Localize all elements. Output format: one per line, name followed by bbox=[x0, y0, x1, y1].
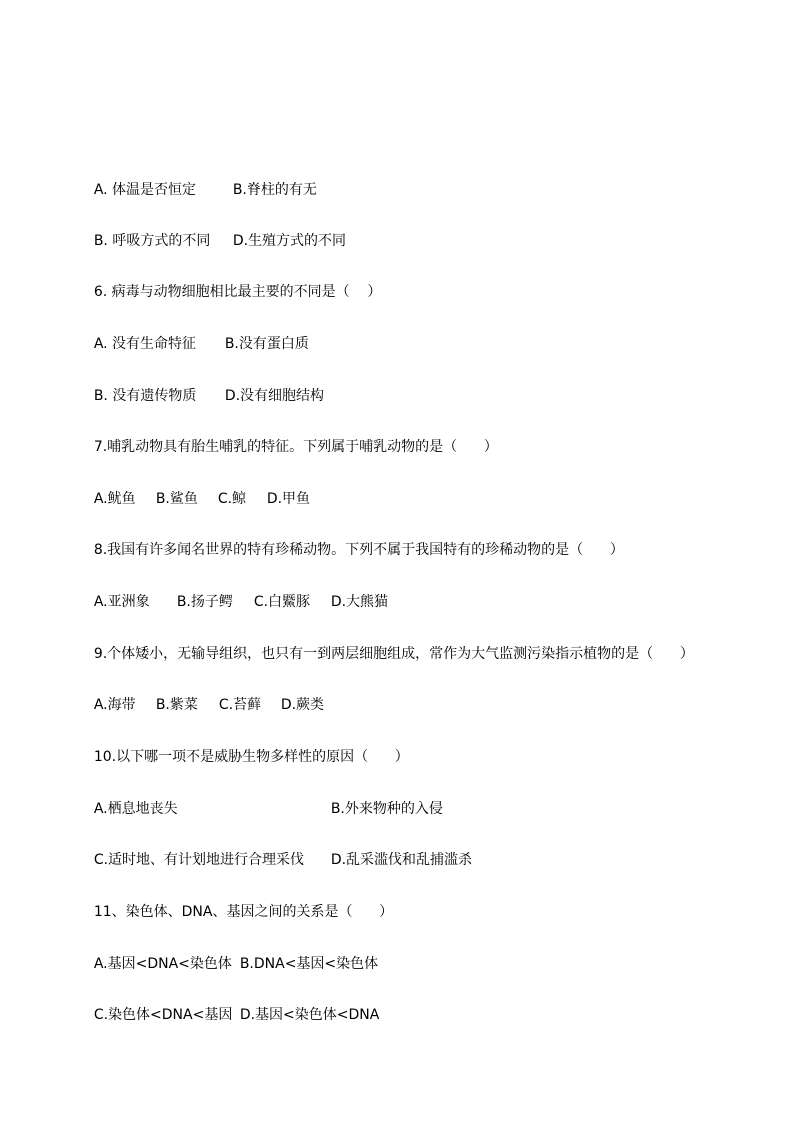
option-d: D.蕨类 bbox=[280, 697, 325, 713]
option-a: A. 体温是否恒定 bbox=[93, 182, 197, 198]
option-d: D.甲鱼 bbox=[266, 491, 311, 507]
option-d: D.没有细胞结构 bbox=[224, 388, 325, 404]
option-a: A.鱿鱼 bbox=[93, 491, 136, 507]
option-a: A.基因<DNA<染色体 bbox=[93, 956, 232, 972]
option-d: D.乱采滥伐和乱捕滥杀 bbox=[330, 852, 473, 868]
option-b: B.没有蛋白质 bbox=[224, 336, 309, 352]
option-b: B.外来物种的入侵 bbox=[330, 801, 443, 817]
option-c: C.白鱀豚 bbox=[253, 594, 311, 610]
question-11 bbox=[76, 882, 393, 942]
option-b: B.扬子鳄 bbox=[176, 594, 233, 610]
option-a: A.海带 bbox=[93, 697, 136, 713]
option-b: B.鲨鱼 bbox=[155, 491, 198, 507]
question-text: 7.哺乳动物具有胎生哺乳的特征。下列属于哺乳动物的是（ ） bbox=[93, 439, 498, 455]
option-a: A.亚洲象 bbox=[93, 594, 150, 610]
option-d: D.生殖方式的不同 bbox=[232, 233, 347, 249]
option-d: D.基因<染色体<DNA bbox=[239, 1007, 380, 1023]
question-7 bbox=[76, 417, 498, 477]
question-8 bbox=[76, 520, 624, 580]
question-text: 11、染色体、DNA、基因之间的关系是（ ） bbox=[93, 904, 394, 920]
option-c: B. 呼吸方式的不同 bbox=[93, 233, 211, 249]
option-c: C.染色体<DNA<基因 bbox=[93, 1007, 233, 1023]
option-a: A. 没有生命特征 bbox=[93, 336, 197, 352]
option-b: B.DNA<基因<染色体 bbox=[239, 956, 379, 972]
option-c: C.苔藓 bbox=[218, 697, 262, 713]
option-line bbox=[76, 830, 472, 890]
question-text: 9.个体矮小，无输导组织，也只有一到两层细胞组成，常作为大气监测污染指示植物的是（ ） bbox=[93, 646, 694, 662]
question-text: 6. 病毒与动物细胞相比最主要的不同是（ ） bbox=[93, 284, 382, 300]
question-10 bbox=[76, 727, 409, 787]
question-6 bbox=[76, 262, 381, 322]
option-line bbox=[76, 675, 324, 735]
question-text: 8.我国有许多闻名世界的特有珍稀动物。下列不属于我国特有的珍稀动物的是（ ） bbox=[93, 542, 624, 558]
option-b: B.紫菜 bbox=[155, 697, 198, 713]
option-a: A.栖息地丧失 bbox=[93, 801, 178, 817]
option-c: C.适时地、有计划地进行合理采伐 bbox=[93, 852, 305, 868]
option-c: C.鲸 bbox=[217, 491, 247, 507]
option-line bbox=[76, 985, 379, 1045]
question-text: 10.以下哪一项不是威胁生物多样性的原因（ ） bbox=[93, 749, 409, 765]
option-c: B. 没有遗传物质 bbox=[93, 388, 197, 404]
option-b: B.脊柱的有无 bbox=[232, 182, 317, 198]
option-d: D.大熊猫 bbox=[330, 594, 389, 610]
option-line bbox=[76, 572, 388, 632]
option-line bbox=[76, 314, 309, 374]
